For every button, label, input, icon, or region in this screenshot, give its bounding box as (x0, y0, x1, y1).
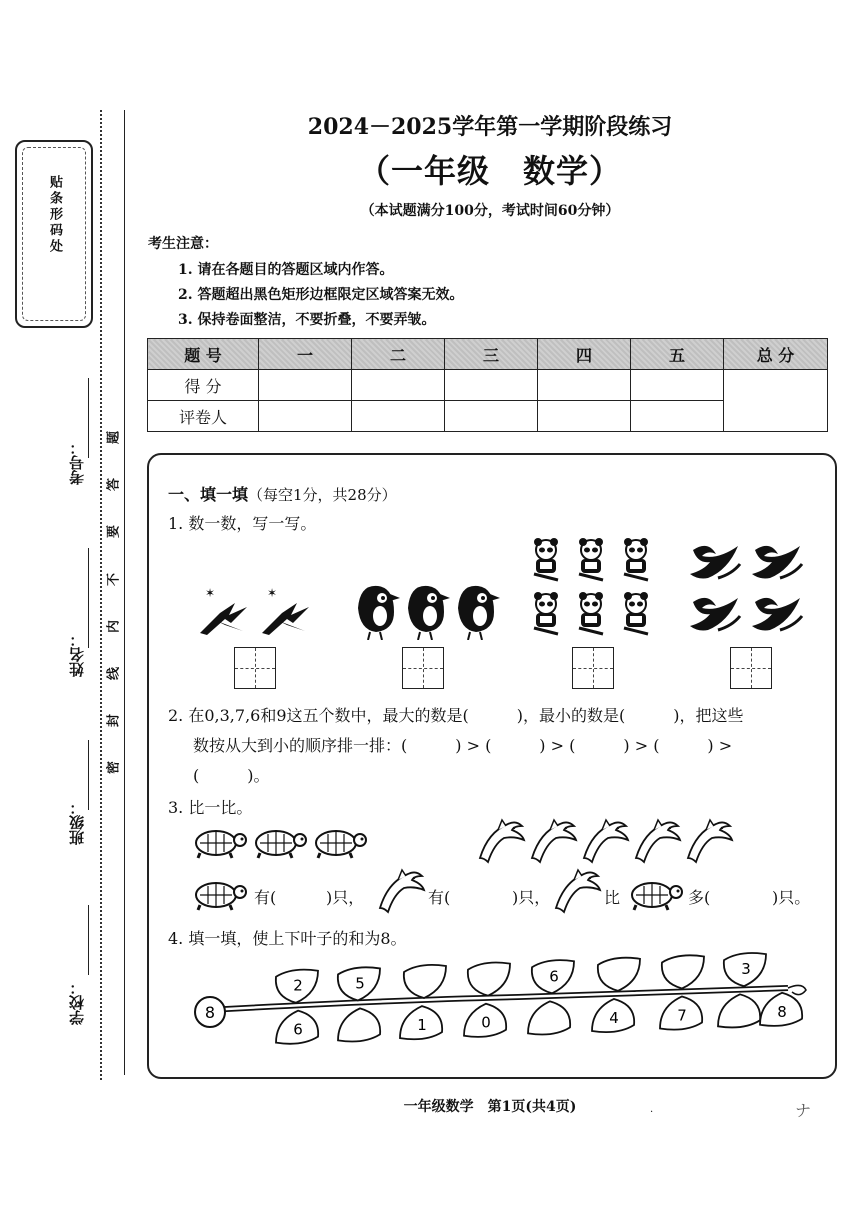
question-2-line3: ( )。 (193, 766, 270, 785)
class-line[interactable] (88, 740, 89, 810)
leaf-bottom (400, 1006, 442, 1039)
seal-char: 不 (106, 573, 122, 587)
leaf-number: 2 (293, 976, 303, 995)
question-2-line2: 数按从大到小的顺序排一排：( ) > ( ) > ( ) > ( ) > (193, 736, 733, 755)
leaf-number: 6 (549, 967, 559, 986)
dolphin-icon (532, 820, 576, 862)
dolphin-icon (378, 868, 428, 916)
corner-mark: ナ (795, 1101, 812, 1120)
leaf-top[interactable] (468, 962, 510, 995)
question-2-line1: 2. 在0,3,7,6和9这五个数中，最大的数是( )，最小的数是( )，把这些 (168, 706, 744, 725)
dolphin-icon (480, 820, 524, 862)
leaf-top[interactable] (598, 958, 640, 991)
exam-title: 2024－2025学年第一学期阶段练习 (307, 114, 673, 140)
seal-char: 要 (106, 525, 122, 539)
answer-box[interactable] (234, 647, 276, 689)
seal-char: 线 (106, 667, 122, 681)
swirl-icon (690, 546, 740, 579)
leaf-number: 8 (777, 1002, 787, 1021)
notice-item: 3. 保持卷面整洁，不要折叠，不要弄皱。 (178, 312, 436, 328)
turtle-icon (196, 831, 246, 858)
svg-text:✶: ✶ (267, 586, 278, 600)
question-3: 3. 比一比。 (168, 798, 253, 817)
panda-skier-icon (534, 538, 558, 580)
leaf-top (276, 970, 318, 1003)
name-line[interactable] (88, 548, 89, 648)
score-row-label: 得 分 (148, 370, 259, 401)
score-header: 题 号 (148, 339, 259, 370)
score-header: 总 分 (724, 339, 828, 370)
leaf-number: 0 (481, 1013, 491, 1032)
grader-cell[interactable] (631, 401, 724, 432)
grader-cell[interactable] (352, 401, 445, 432)
score-header: 四 (538, 339, 631, 370)
leaf-top (532, 960, 574, 993)
leaf-bottom (464, 1004, 506, 1037)
panda-skier-icon (624, 592, 648, 634)
branch-curl (788, 985, 806, 994)
page-footer: 一年级数学 第1页(共4页) (403, 1099, 577, 1115)
crow-icon (358, 586, 400, 640)
grader-cell[interactable] (445, 401, 538, 432)
dolphin-group-5 (478, 818, 738, 866)
turtle-icon (256, 831, 306, 858)
q3-has-dolphin: 有( (428, 888, 451, 907)
flying-bird-icon (200, 586, 247, 635)
panda-skier-icon (579, 592, 603, 634)
q3-turtle-blank[interactable] (282, 883, 322, 905)
score-header: 一 (259, 339, 352, 370)
swirl-icon (752, 598, 802, 631)
exam-subtitle: （一年级 数学） (357, 152, 622, 190)
notice-item: 1. 请在各题目的答题区域内作答。 (178, 262, 394, 278)
score-row-label: 评卷人 (148, 401, 259, 432)
leaf-top[interactable] (662, 955, 704, 988)
grader-cell[interactable] (259, 401, 352, 432)
binding-dotted-line (100, 110, 102, 1080)
seal-char: 内 (106, 620, 122, 634)
leaf-number: 4 (609, 1008, 619, 1027)
seal-char: 答 (106, 478, 122, 492)
grader-cell[interactable] (538, 401, 631, 432)
leaf-bottom[interactable] (338, 1008, 380, 1041)
question-1: 1. 数一数，写一写。 (168, 514, 317, 533)
leaf-number: 3 (741, 960, 751, 979)
leaf-number: 5 (355, 974, 365, 993)
q3-than: 比 (604, 888, 621, 907)
q3-more: 多( (688, 888, 711, 907)
name-label: 姓名： (68, 632, 86, 677)
q3-only-1: )只， (326, 888, 365, 907)
leaf-bottom (276, 1011, 318, 1044)
swirl-group-4 (688, 540, 813, 640)
q3-end: )只。 (772, 888, 811, 907)
crow-icon (408, 586, 450, 640)
q3-difference-blank[interactable] (718, 883, 768, 905)
leaf-branch-diagram (188, 952, 818, 1052)
score-header: 三 (445, 339, 538, 370)
exam-number-line[interactable] (88, 378, 89, 458)
footer-dot: . (650, 1104, 654, 1115)
crow-icon (458, 586, 500, 640)
q3-dolphin-blank[interactable] (456, 883, 506, 905)
q3-has-turtle: 有( (254, 888, 277, 907)
seal-char: 密 (106, 761, 122, 775)
school-label: 学校： (68, 980, 86, 1025)
exam-note: （本试题满分100分，考试时间60分钟） (360, 203, 620, 219)
section-title: 一、填一填（每空1分，共28分） (168, 485, 397, 504)
turtle-icon (316, 831, 366, 858)
total-score-cell[interactable] (724, 370, 828, 432)
leaf-bottom (592, 999, 634, 1032)
dolphin-icon (636, 820, 680, 862)
leaf-top (338, 967, 380, 1000)
turtle-icon (190, 878, 250, 912)
answer-box[interactable] (730, 647, 772, 689)
binding-solid-line (124, 110, 125, 1075)
leaf-bottom (760, 993, 802, 1026)
score-header: 二 (352, 339, 445, 370)
leaf-number: 1 (417, 1016, 427, 1035)
score-cell[interactable] (538, 370, 631, 401)
notice-item: 2. 答题超出黑色矩形边框限定区域答案无效。 (178, 287, 464, 303)
exam-number-label: 考号： (68, 440, 86, 485)
leaf-bottom[interactable] (718, 994, 760, 1027)
bird-group-2 (195, 585, 320, 640)
leaf-number: 6 (293, 1020, 303, 1039)
leaf-bottom (660, 996, 702, 1029)
score-header: 五 (631, 339, 724, 370)
question-4: 4. 填一填，使上下叶子的和为8。 (168, 929, 407, 948)
turtle-group-3 (190, 826, 370, 860)
panda-group-6 (528, 538, 663, 640)
score-table (147, 338, 828, 432)
turtle-icon (626, 878, 686, 912)
score-cell[interactable] (352, 370, 445, 401)
seal-char: 封 (106, 714, 122, 728)
q3-only-2: )只， (512, 888, 551, 907)
answer-box[interactable] (572, 647, 614, 689)
leaf-number: 7 (677, 1006, 687, 1025)
barcode-label: 贴条形码处 (47, 175, 62, 255)
crow-group-3 (350, 578, 500, 640)
root-number: 8 (204, 1003, 216, 1022)
leaf-top[interactable] (404, 965, 446, 998)
swirl-icon (752, 546, 802, 579)
notice-heading: 考生注意： (148, 236, 218, 252)
score-cell[interactable] (259, 370, 352, 401)
answer-box[interactable] (402, 647, 444, 689)
panda-skier-icon (579, 538, 603, 580)
score-cell[interactable] (445, 370, 538, 401)
leaf-bottom[interactable] (528, 1001, 570, 1034)
dolphin-icon (688, 820, 732, 862)
flying-bird-icon (262, 586, 309, 635)
class-label: 班级： (68, 800, 86, 845)
panda-skier-icon (534, 592, 558, 634)
svg-text:✶: ✶ (205, 586, 216, 600)
panda-skier-icon (624, 538, 648, 580)
seal-char: 题 (106, 431, 122, 445)
leaf-top (724, 953, 766, 986)
swirl-icon (690, 598, 740, 631)
school-line[interactable] (88, 905, 89, 975)
dolphin-icon (584, 820, 628, 862)
score-cell[interactable] (631, 370, 724, 401)
dolphin-icon (554, 868, 604, 916)
